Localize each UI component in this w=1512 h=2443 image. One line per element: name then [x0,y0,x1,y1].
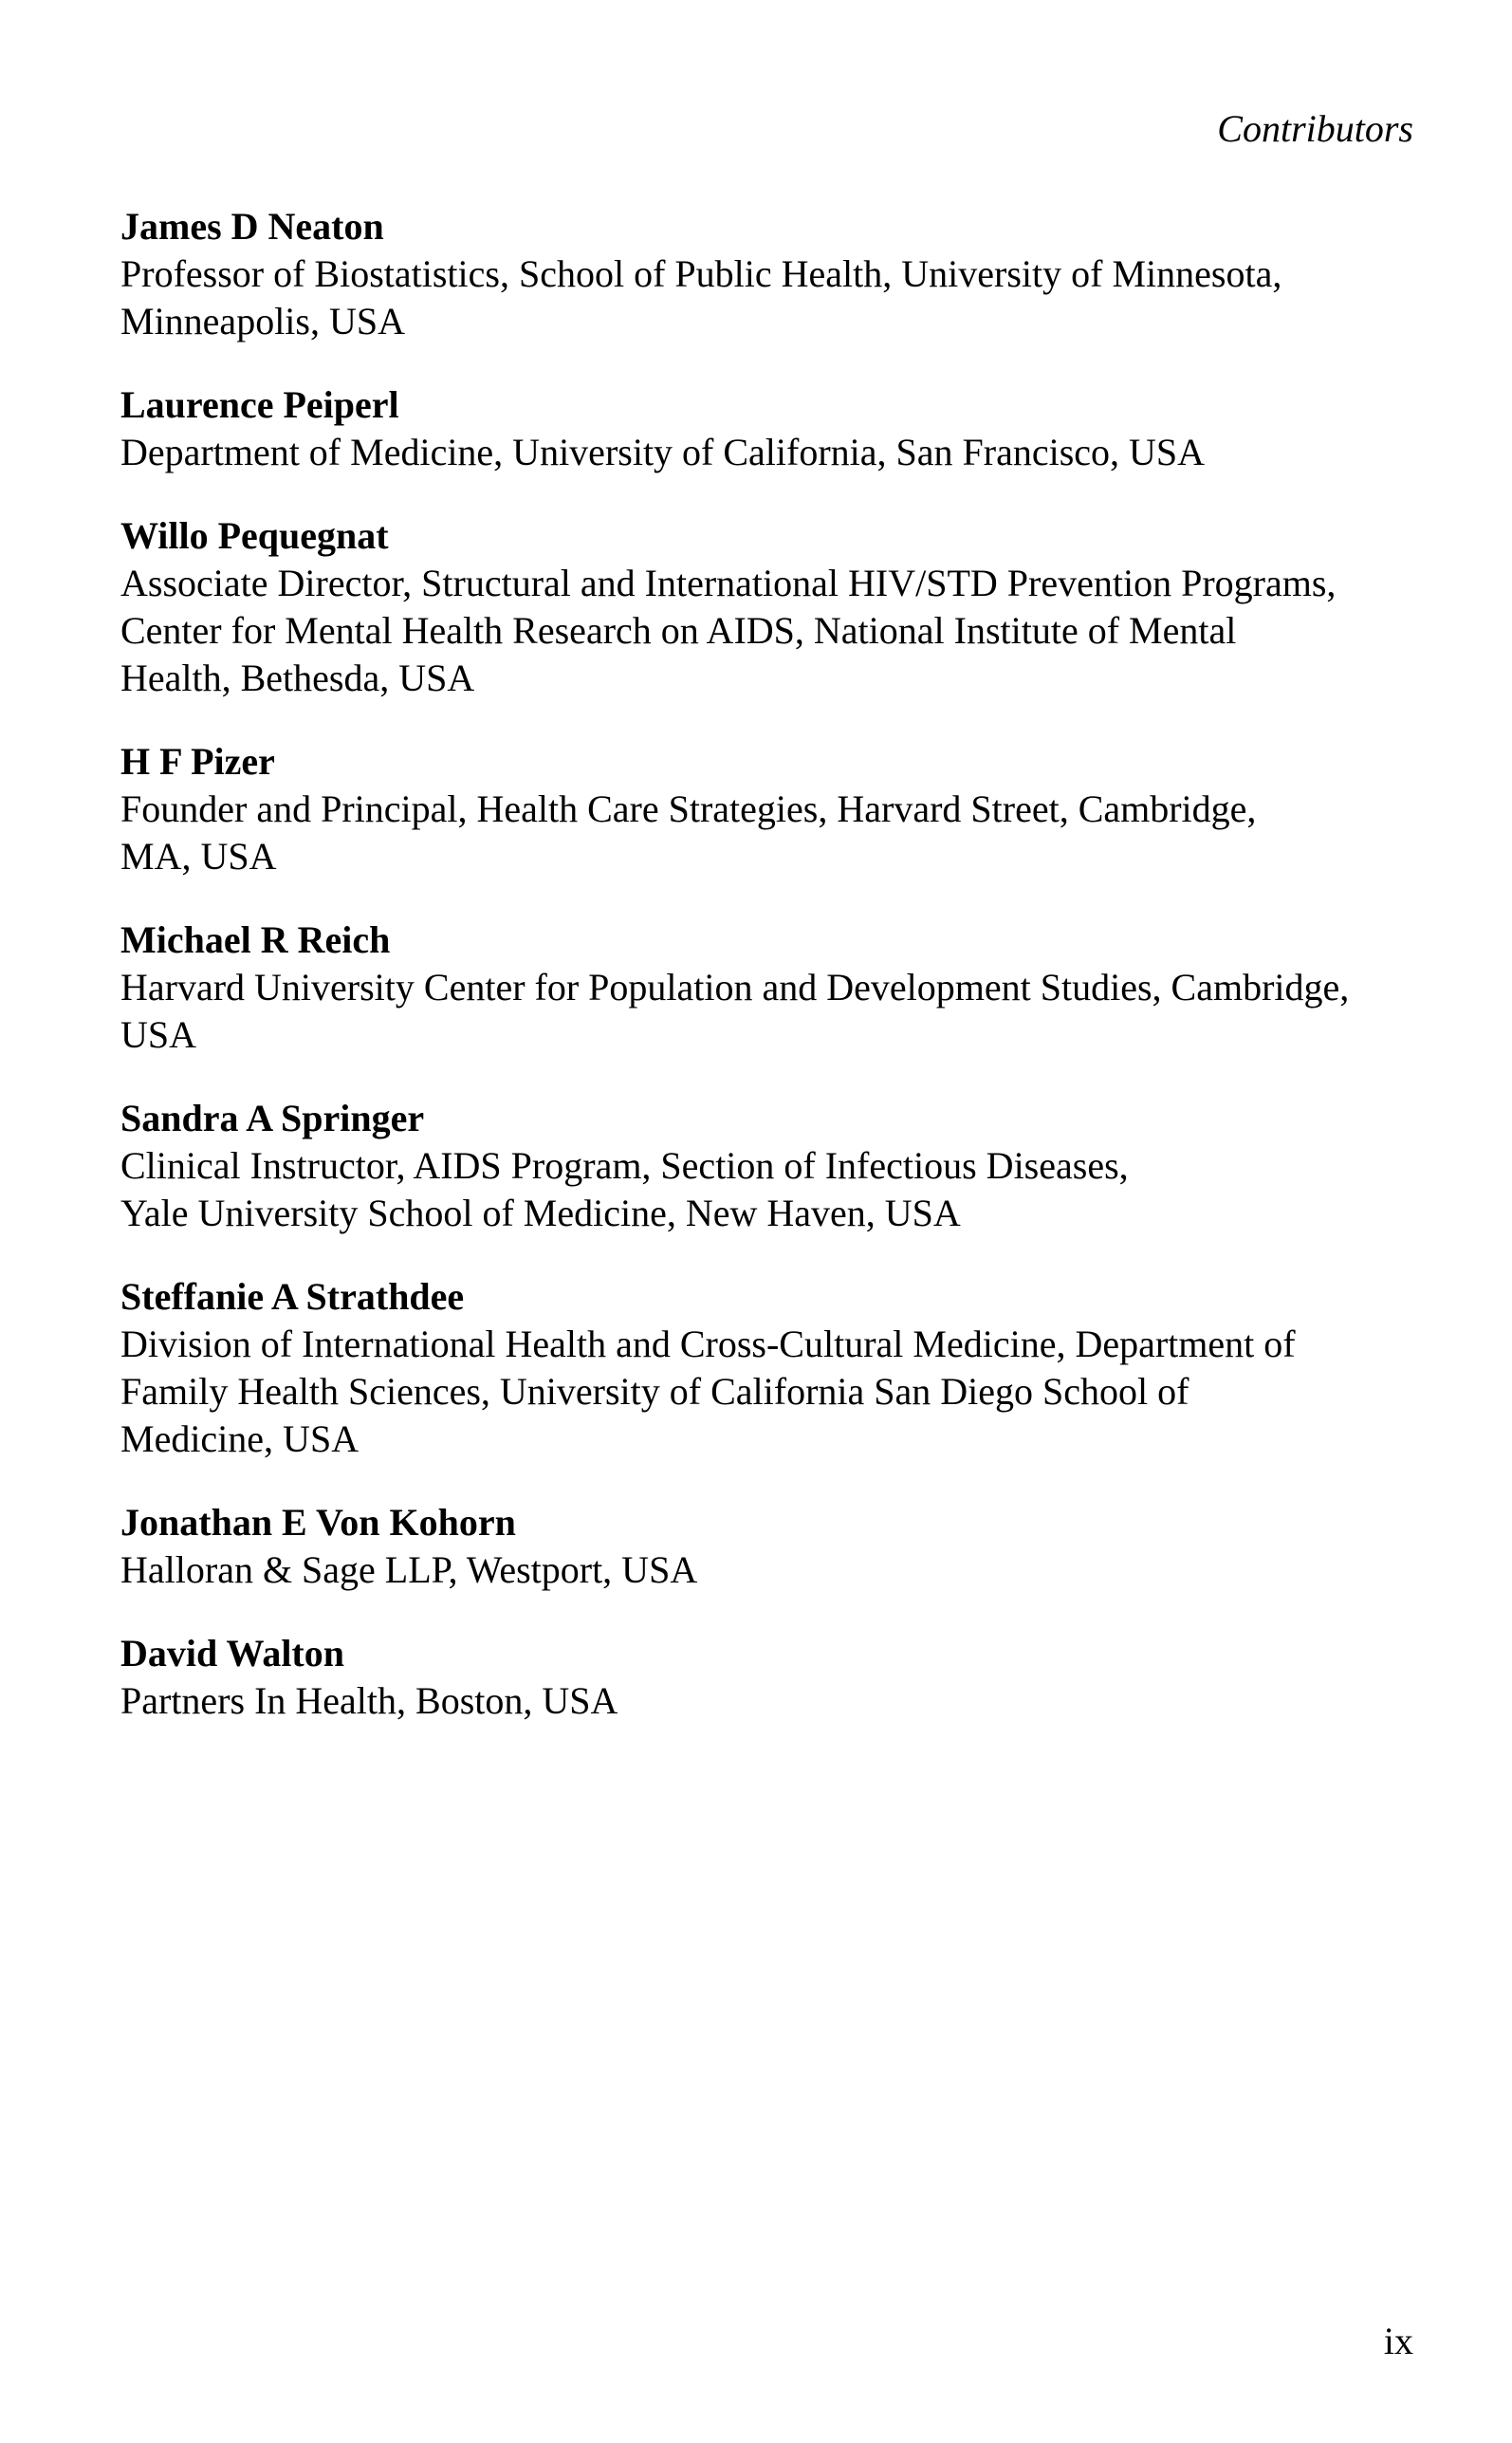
running-head: Contributors [1217,107,1413,150]
contributor-list [120,203,1429,1761]
contributor-entry [120,1273,1429,1463]
contributor-name: Willo Pequegnat [120,514,389,557]
contributor-entry [120,1630,1429,1725]
contributor-affiliation-line: Associate Director, Structural and International HIV/STD Prevention Programs, [120,562,1337,604]
contributor-affiliation-line: Yale University School of Medicine, New Haven, USA [120,1192,961,1234]
contributor-affiliation-line: Partners In Health, Boston, USA [120,1679,618,1722]
contributor-affiliation-line: Department of Medicine, University of California, San Francisco, USA [120,431,1206,473]
contributor-entry [120,1095,1429,1237]
contributor-affiliation-line: Harvard University Center for Population and Development Studies, Cambridge, [120,966,1350,1009]
contributor-name: Laurence Peiperl [120,383,399,426]
contributor-affiliation-line: Professor of Biostatistics, School of Public Health, University of Minnesota, [120,252,1282,295]
contributor-affiliation-line: Halloran & Sage LLP, Westport, USA [120,1548,698,1591]
contributor-affiliation-line: USA [120,1013,197,1056]
contributor-entry [120,738,1429,880]
contributor-affiliation-line: Health, Bethesda, USA [120,657,475,699]
contributor-affiliation-line: Division of International Health and Cross-Cultural Medicine, Department of [120,1323,1296,1365]
contributor-entry [120,1499,1429,1594]
page-number: ix [1383,2320,1413,2362]
contributor-name: Michael R Reich [120,918,391,961]
contributor-name: James D Neaton [120,205,384,248]
contributor-affiliation-line: Minneapolis, USA [120,300,405,342]
contributor-affiliation-line: Medicine, USA [120,1417,360,1460]
contributor-affiliation-line: Clinical Instructor, AIDS Program, Section of Infectious Diseases, [120,1144,1129,1187]
contributor-name: H F Pizer [120,740,275,783]
contributor-entry [120,203,1429,345]
contributor-entry [120,512,1429,702]
contributor-name: Steffanie A Strathdee [120,1275,465,1318]
contributor-name: Sandra A Springer [120,1097,425,1139]
contributor-affiliation-line: Center for Mental Health Research on AIDS, National Institute of Mental [120,609,1237,652]
contributor-name: David Walton [120,1632,344,1675]
contributor-name: Jonathan E Von Kohorn [120,1501,516,1544]
contributor-affiliation-line: MA, USA [120,835,277,878]
contributor-affiliation-line: Family Health Sciences, University of California San Diego School of [120,1370,1189,1413]
contributor-entry [120,381,1429,476]
contributor-affiliation-line: Founder and Principal, Health Care Strategies, Harvard Street, Cambridge, [120,787,1257,830]
contributor-entry [120,916,1429,1059]
